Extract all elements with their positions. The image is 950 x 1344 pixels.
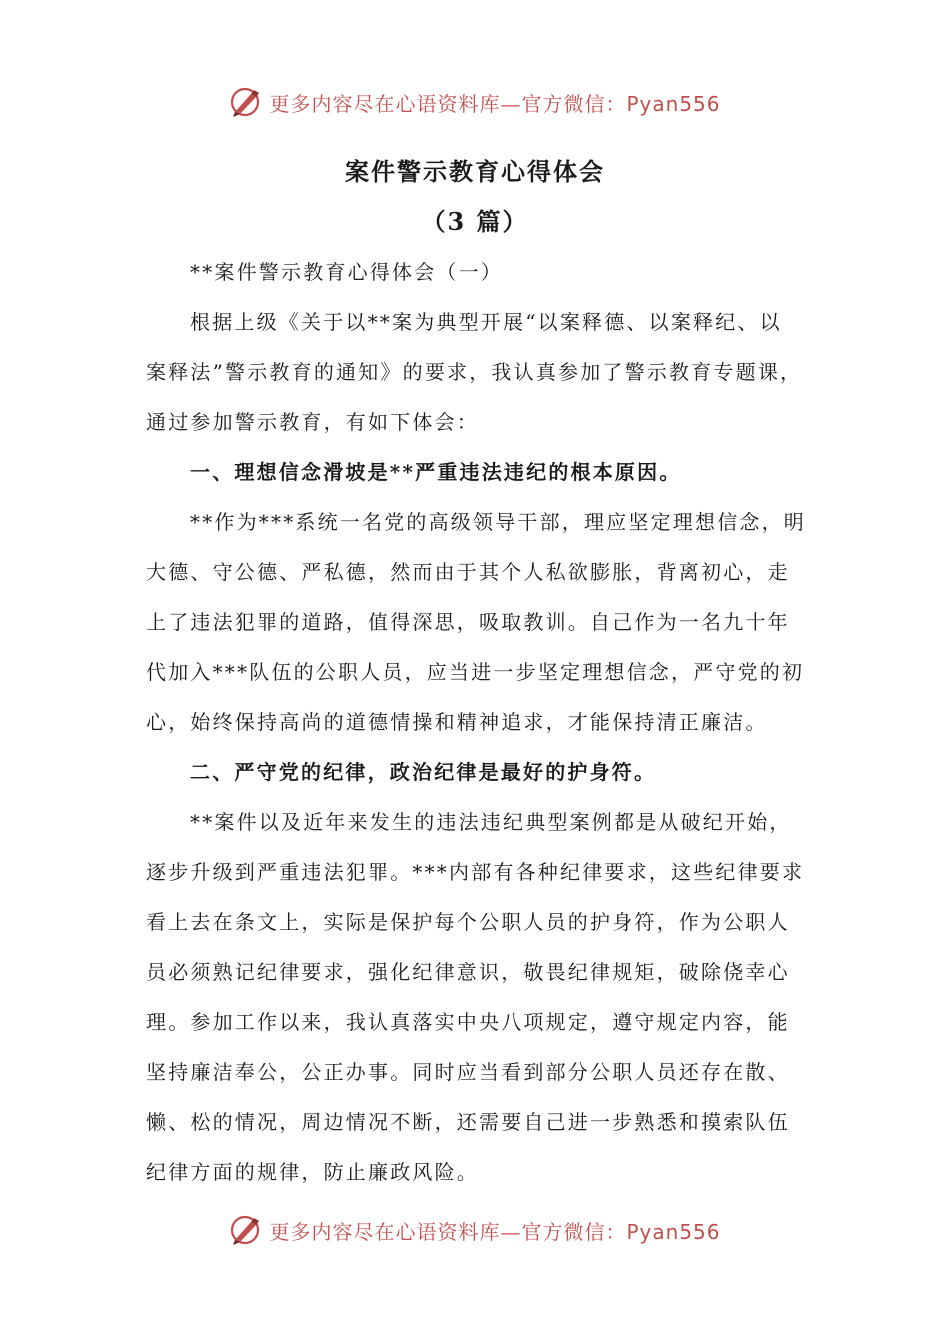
section-heading: **案件警示教育心得体会（一） [190, 260, 503, 284]
paragraph-line: 心，始终保持高尚的道德情操和精神追求，才能保持清正廉洁。 [146, 710, 768, 734]
paragraph-line: 逐步升级到严重违法犯罪。***内部有各种纪律要求，这些纪律要求 [146, 860, 805, 884]
paragraph-line: 懒、松的情况，周边情况不断，还需要自己进一步熟悉和摸索队伍 [146, 1110, 790, 1134]
paragraph-line: 理。参加工作以来，我认真落实中央八项规定，遵守规定内容，能 [146, 1010, 790, 1034]
document-subtitle: （3 篇） [421, 207, 529, 236]
header-banner [0, 82, 950, 122]
footer-banner [0, 1210, 950, 1250]
document-title: 案件警示教育心得体会 [345, 157, 605, 186]
pen-logo-icon [229, 85, 263, 119]
paragraph-line: **案件以及近年来发生的违法违纪典型案例都是从破纪开始， [190, 810, 792, 834]
paragraph-line: 坚持廉洁奉公，公正办事。同时应当看到部分公职人员还存在散、 [146, 1060, 790, 1084]
paragraph-line: 通过参加警示教育，有如下体会： [146, 410, 479, 434]
point-heading: 二、严守党的纪律，政治纪律是最好的护身符。 [190, 760, 657, 784]
paragraph-line: 纪律方面的规律，防止廉政风险。 [146, 1160, 479, 1184]
banner-text: 更多内容尽在心语资料库—官方微信：Pyan556 [269, 91, 721, 116]
document-body [146, 247, 806, 1197]
paragraph-line: 看上去在条文上，实际是保护每个公职人员的护身符，作为公职人 [146, 910, 790, 934]
paragraph-line: **作为***系统一名党的高级领导干部，理应坚定理想信念，明 [190, 510, 806, 534]
banner-text: 更多内容尽在心语资料库—官方微信：Pyan556 [269, 1219, 721, 1244]
wechat-id: Pyan556 [626, 91, 721, 116]
paragraph-line: 上了违法犯罪的道路，值得深思，吸取教训。自己作为一名九十年 [146, 610, 790, 634]
paragraph-line: 员必须熟记纪律要求，强化纪律意识，敬畏纪律规矩，破除侥幸心 [146, 960, 790, 984]
pen-logo-icon [229, 1213, 263, 1247]
paragraph-line: 大德、守公德、严私德，然而由于其个人私欲膨胀，背离初心，走 [146, 560, 790, 584]
paragraph-line: 代加入***队伍的公职人员，应当进一步坚定理想信念，严守党的初 [146, 660, 805, 684]
paragraph-line: 根据上级《关于以**案为典型开展“以案释德、以案释纪、以 [190, 310, 782, 334]
point-heading: 一、理想信念滑坡是**严重违法违纪的根本原因。 [190, 460, 682, 484]
paragraph-line: 案释法”警示教育的通知》的要求，我认真参加了警示教育专题课， [146, 360, 803, 384]
wechat-id: Pyan556 [626, 1219, 721, 1244]
